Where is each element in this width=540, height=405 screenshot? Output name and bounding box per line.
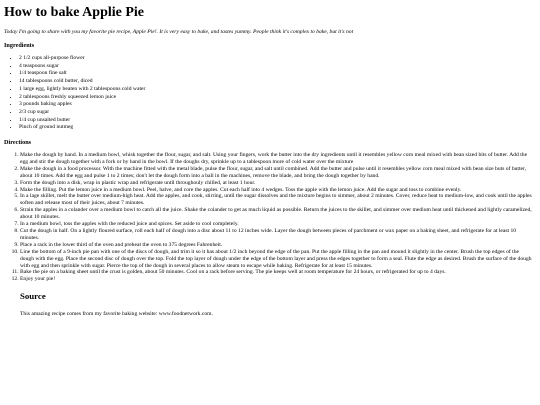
direction-step: 3. Form the dough into a disk, wrap in plastic wrap and refrigerate until throughouly chilled, at least 1 hour. xyxy=(20,180,536,187)
page-title: How to bake Applie Pie xyxy=(4,5,145,20)
ingredient-item: • 1 large egg, lightly beaten with 2 tablespoons cold water xyxy=(19,86,536,94)
direction-step: 8. Cut the dough in half. On a lightly floured surface, roll each half of dough into a disc about 11 to 12 inches wide. Layer the dough between pieces of parchment or wax paper on a baking sheet, and refrigerate for at least 10 minutes. xyxy=(20,228,536,242)
direction-step: 7. In a medium bowl, toss the apples with the reduced juice and spices. Set aside to cool completely. xyxy=(20,221,536,228)
ingredient-item: • 1/4 cup unsalted butter xyxy=(19,117,536,125)
direction-step: 1. Make the dough by hand. In a medium bowl, whisk together the flour, sugar, and salt. Using your fingers, work the butter into the dry ingredients until it resembles yellow corn meal mixed with bean sized bits of butter. Add the egg and stir the dough together with a fork or by hand in the bowl. If the doughs dry, sprinkle up to a tablespoon more of cold water over the mixture xyxy=(20,152,536,166)
direction-step: 10. Line the bottom of a 9-inch pie pan with one of the discs of dough, and trim it so it has about 1/2 inch beyond the edge of the pan. Put the apple filling in the pan and mound it slightly in the center. Brush the top edges of the dough with the egg. Place the second disc of dough over the top. Fold the top layer of dough under the edge of the bottom layer and press the edges together to form a seal. Flute the edge as desired. Brush the surface of the dough with egg and then sprinkle with sugar. Pierce the top of the dough in several places to allow steam to escape while baking. Refrigerate for at least 15 minutes. xyxy=(20,249,536,270)
ingredient-item: • 14 tablespoons cold butter, diced xyxy=(19,78,536,86)
ingredients-heading: Ingredients xyxy=(4,42,35,49)
ingredient-item: • 2 1/2 cups all-purpose flower xyxy=(19,55,536,63)
ingredient-item: • Pinch of ground nutmeg xyxy=(19,124,536,132)
direction-step: 11. Bake the pie on a baking sheet until the crust is golden, about 50 minutes. Cool on a rack before serving. The pie keeps well at room temperature for 24 hours, or refrigerated for up to 4 days. xyxy=(20,269,536,276)
direction-step: 9. Place a rack in the lower third of the oven and preheat the oven to 375 degrees Fahrenheit. xyxy=(20,242,536,249)
ingredient-item: • 4 teaspoons sugar xyxy=(19,63,536,71)
direction-step: 6. Strain the apples in a colander over a medium bowl to catch all the juice. Shake the colander to get as much liquid as possible. Return the juices to the skillet, and simmer over medium heat until thickened and lightly caramelized, about 10 minutes. xyxy=(20,207,536,221)
directions-list xyxy=(4,152,536,283)
ingredient-item: • 2 tablespoons freshly squeezed lemon juice xyxy=(19,94,536,102)
ingredients-list xyxy=(4,55,536,132)
direction-step: 5. In a lage skillet, melt the butter over medium-high heat. Add the apples, and cook, stirring, until the sugar dissolves and the mixture begins to simmer, about 2 minutes. Cover, reduce heat to medium-low, and cook until the apples soften and release most of their juices, about 7 minutes. xyxy=(20,193,536,207)
source-text: This amazing recipe comes from my favorite baking website: www.foodnetwork.com. xyxy=(20,311,213,318)
ingredient-item: • 2/3 cup sugar xyxy=(19,109,536,117)
ingredient-item: • 1/4 teaspoon fine salt xyxy=(19,70,536,78)
intro-paragraph: Today I'm going to share with you my favorite pie recipe, Apple Pie!. It is very easy to bake, and tastes yummy. People think it's complex to bake, but it's not xyxy=(4,29,354,35)
ingredient-item: • 3 pounds baking apples xyxy=(19,101,536,109)
source-heading: Source xyxy=(20,291,46,302)
direction-step: 12. Enjoy your pie! xyxy=(20,276,536,283)
direction-step: 2. Make the dough in a food processor. With the machine fitted with the metal blade, pulse the flour, sugar, and salt until combined. Add the butter and pulse until it resembles yellow corn meal mixed with bean size buts of butter, about 10 times. Add the egg and pulse 1 to 2 times; don't let the dough form into a ball in the machines, remove the blade, and bring the dough together by hand. xyxy=(20,166,536,180)
directions-heading: Directions xyxy=(4,139,32,147)
direction-step: 4. Make the filling. Put the lemon juice in a medium bowl. Peel, halve, and core the apples. Cut each half into 4 wedges. Toss the apple with the lemon juice. Add the sugar and toss to combine evenly. xyxy=(20,187,536,194)
